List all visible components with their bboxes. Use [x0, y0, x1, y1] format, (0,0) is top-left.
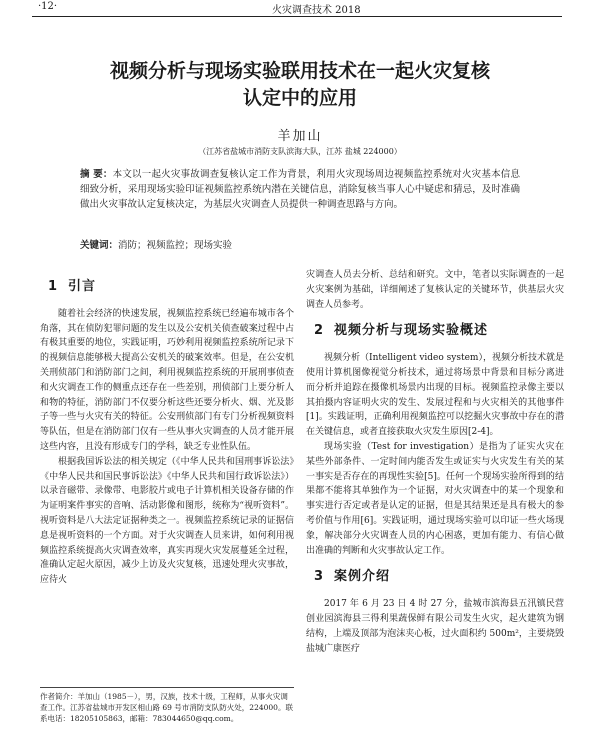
- abstract-text: 本文以一起火灾事故调查复核认定工作为背景，利用火灾现场周边视频监控系统对火灾基本信息细致分析，采用现场实验印证视频监控系统内潜在关键信息，消除复核当事人心中疑虑和猜忌，及时准确做出火灾事故认定复核决定，为基层火灾调查人员提供一种调查思路与方向。: [80, 169, 520, 210]
- section-heading-1: [48, 280, 294, 295]
- keywords-text: 消防；视频监控；现场实验: [118, 240, 233, 251]
- section-number: 1: [48, 279, 59, 294]
- section-title: 引言: [68, 279, 97, 294]
- left-column: [40, 268, 294, 588]
- section-heading-2: [314, 324, 564, 339]
- paragraph: 随着社会经济的快速发展，视频监控系统已经遍布城市各个角落，其在侦防犯罪问题的发生以及公安机关侦查破案过程中占有极其重要的地位，实践证明，巧妙利用视频监控系统所记录下的视频信息能够极大提高公安机关的破案效率。但是，在公安机关刑侦部门和消防部门之间，利用视频监控系统的开展刑事侦查和火灾调查工作的侧重点还存在一些差别，刑侦部门上要分析人和物的特征，消防部门不仅要分析这些还要分析火、烟、光及影子等一些与火灾有关的特征。公安刑侦部门有专门分析视频资料等队伍，但是在消防部门仅有一些从事火灾调查的人员才能开展这些内容，且没有形成专门的学科，缺乏专业性队伍。: [40, 308, 294, 452]
- right-column: [306, 268, 564, 656]
- author-affiliation: （江苏省盐城市消防支队滨海大队，江苏 盐城 224000）: [198, 147, 402, 156]
- paper-title: [0, 58, 600, 112]
- paragraph: 根据我国诉讼法的相关规定（《中华人民共和国刑事诉讼法》《中华人民共和国民事诉讼法》《中华人民共和国行政诉讼法》）以录音磁带、录像带、电影胶片或电子计算机相关设备存储的作为证明案件事实的音响、活动影像和图形，统称为“视听资料”。视听资料是八大法定证据种类之一。视频监控系统记录的证据信息是视听资料的一个方面。对于火灾调查人员来讲，如何利用视频监控系统提高火灾调查效率，真实再现火灾发展蔓延全过程，准确认定起火原因，减少上访及火灾复核，迅速处理火灾事故，应待火: [40, 456, 294, 586]
- page-header: [32, 0, 562, 17]
- journal-name: 火灾调查技术 2018: [272, 5, 361, 16]
- page-number: ·12·: [38, 1, 58, 12]
- section-heading-3: [314, 570, 564, 585]
- section-title: 案例介绍: [334, 569, 391, 585]
- author-footnote: 作者简介：羊加山（1985－），男，汉族，技术十级，工程师，从事火灾调查工作。江苏省盐城市开发区相山路 69 号市消防支队防火处，224000。联系电话：18205105863，邮箱：783044650@qq.com。: [40, 687, 294, 724]
- abstract-label: 摘 要：: [80, 169, 113, 180]
- author-name: 羊加山: [277, 129, 323, 144]
- section-title: 视频分析与现场实验概述: [334, 323, 489, 339]
- section-number: 3: [314, 569, 325, 585]
- paragraph: 灾调查人员去分析、总结和研究。文中，笔者以实际调查的一起火灾案例为基础，详细阐述了复核认定的关键环节，供基层火灾调查人员参考。: [306, 270, 564, 310]
- keywords-label: 关键词：: [80, 240, 119, 251]
- paragraph: 视频分析（Intelligent video system），视频分析技术就是使用计算机图像视觉分析技术，通过将场景中背景和目标分离进而分析并追踪在摄像机场景内出现的目标。视频监控录像主要以其拍摄内容证明火灾的发生、发展过程和与火灾相关的其他事件[1]。实践证明，正确利用视频监控可以挖掘火灾事故中存在的潜在关键信息，或者直接获取火灾发生原因[2-4]。: [306, 353, 564, 438]
- title-line-2: 认定中的应用: [242, 87, 357, 109]
- title-line-1: 视频分析与现场实验联用技术在一起火灾复核: [109, 60, 490, 82]
- keywords: [80, 237, 520, 251]
- section-number: 2: [314, 323, 325, 339]
- abstract: [80, 167, 520, 212]
- paragraph: 2017 年 6 月 23 日 4 时 27 分，盐城市滨海县五汛镇民营创业园滨海县三得利果蔬保鲜有限公司发生火灾，起火建筑为钢结构，上端及顶部为泡沫夹心板，过火面积约 500m²，主要烧毁盐城广康医疗: [306, 599, 564, 654]
- paragraph: 现场实验（Test for investigation）是指为了证实火灾在某些外部条件、一定时间内能否发生或证实与火灾发生有关的某一事实是否存在的再现性实验[5]。任何一个现场实验所得到的结果都不能将其单独作为一个证据，对火灾调查中的某一个现象和事实进行否定或者是认定的证据，但是其结果还是具有极大的参考价值与作用[6]。实践证明，通过现场实验可以印证一些火场现象，解决部分火灾调查人员的内心困惑，更加有能力、有信心做出准确的判断和火灾事故认定工作。: [306, 441, 564, 556]
